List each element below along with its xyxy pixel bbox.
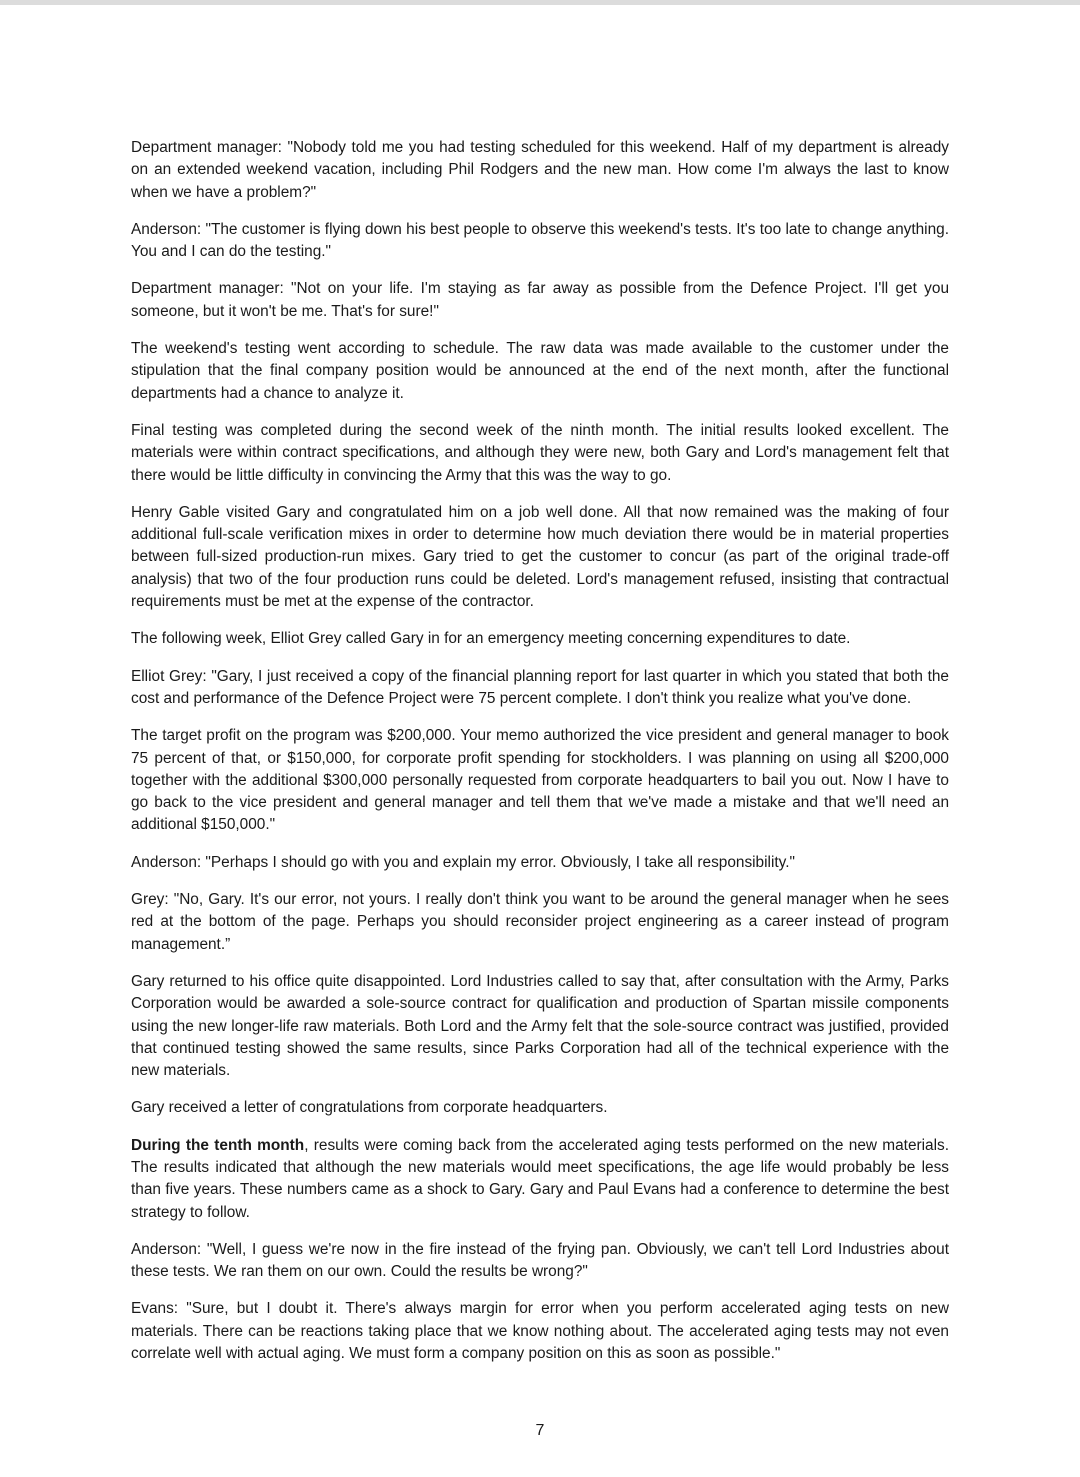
paragraph: Department manager: "Nobody told me you had testing scheduled for this weekend. Half of my department is already on an extended weekend vacation, including Phil Rodgers and the new man. How come I'm always the last to know when we have a problem?" (131, 139, 949, 201)
page-number: 7 (535, 1422, 545, 1439)
paragraph: Henry Gable visited Gary and congratulated him on a job well done. All that now remained was the making of four additional full-scale verification mixes in order to determine how much deviation there would be in material properties between full-sized production-run mixes. Gary tried to get the customer to concur (as part of the original trade-off analysis) that two of the four production runs could be deleted. Lord's management refused, insisting that contractual requirements must be met at the expense of the contractor. (131, 503, 949, 611)
paragraph: Department manager: "Not on your life. I'm staying as far away as possible from the Defence Project. I'll get you someone, but it won't be me. That's for sure!" (131, 280, 949, 320)
paragraph-bold-lead: During the tenth month (131, 1136, 305, 1154)
paragraph: Anderson: "Perhaps I should go with you and explain my error. Obviously, I take all responsibility." (131, 853, 795, 871)
paragraph: Final testing was completed during the second week of the ninth month. The initial results looked excellent. The materials were within contract specifications, and although they were new, both Gary and Lord's management felt that there would be little difficulty in convincing the Army that this was the way to go. (131, 421, 949, 484)
paragraph: Anderson: "Well, I guess we're now in the fire instead of the frying pan. Obviously, we can't tell Lord Industries about these tests. We ran them on our own. Could the results be wrong?" (131, 1240, 949, 1281)
paragraph: The weekend's testing went according to schedule. The raw data was made available to the customer under the stipulation that the final company position would be announced at the end of the next month, after the functional departments had a chance to analyze it. (131, 340, 949, 402)
paragraph: Evans: "Sure, but I doubt it. There's always margin for error when you perform accelerated aging tests on new materials. There can be reactions taking place that we know nothing about. The accelerated aging tests may not even correlate well with actual aging. We must form a company position on this as soon as possible." (131, 1300, 949, 1363)
paragraph (131, 1135, 949, 1224)
page-body (131, 137, 949, 1380)
paragraph: Gary returned to his office quite disappointed. Lord Industries called to say that, after consultation with the Army, Parks Corporation would be awarded a sole-source contract for qualification and production of Spartan missile components using the new longer-life raw materials. Both Lord and the Army felt that the sole-source contract was justified, provided that continued testing showed the same results, since Parks Corporation had all of the technical experience with the new materials. (131, 972, 949, 1080)
paragraph: Anderson: "The customer is flying down his best people to observe this weekend's tests. It's too late to change anything. You and I can do the testing." (131, 220, 949, 261)
paragraph: Elliot Grey: "Gary, I just received a copy of the financial planning report for last quarter in which you stated that both the cost and performance of the Defence Project were 75 percent complete. I don't think you realize what you've done. (131, 667, 949, 707)
viewer-top-edge (0, 0, 1080, 5)
paragraph-text: , results were coming back from the accelerated aging tests performed on the new materials. The results indicated that although the new materials would meet specifications, the age life would probably be less than five years. These numbers came as a shock to Gary. Gary and Paul Evans had a conference to determine the best strategy to follow. (131, 1136, 949, 1221)
paragraph: Gary received a letter of congratulations from corporate headquarters. (131, 1099, 608, 1117)
paragraph: The target profit on the program was $200,000. Your memo authorized the vice president and general manager to book 75 percent of that, or $150,000, for corporate profit spending for stockholders. I was planning on using all $200,000 together with the additional $300,000 personally requested from corporate headquarters to bail you out. Now I have to go back to the vice president and general manager and tell them that we've made a mistake and that we'll need an additional $150,000." (131, 727, 949, 834)
paragraph: Grey: "No, Gary. It's our error, not yours. I really don't think you want to be around the general manager when he sees red at the bottom of the page. Perhaps you should reconsider project engineering as a career instead of program management.” (131, 891, 949, 953)
paragraph: The following week, Elliot Grey called Gary in for an emergency meeting concerning expenditures to date. (131, 630, 851, 648)
